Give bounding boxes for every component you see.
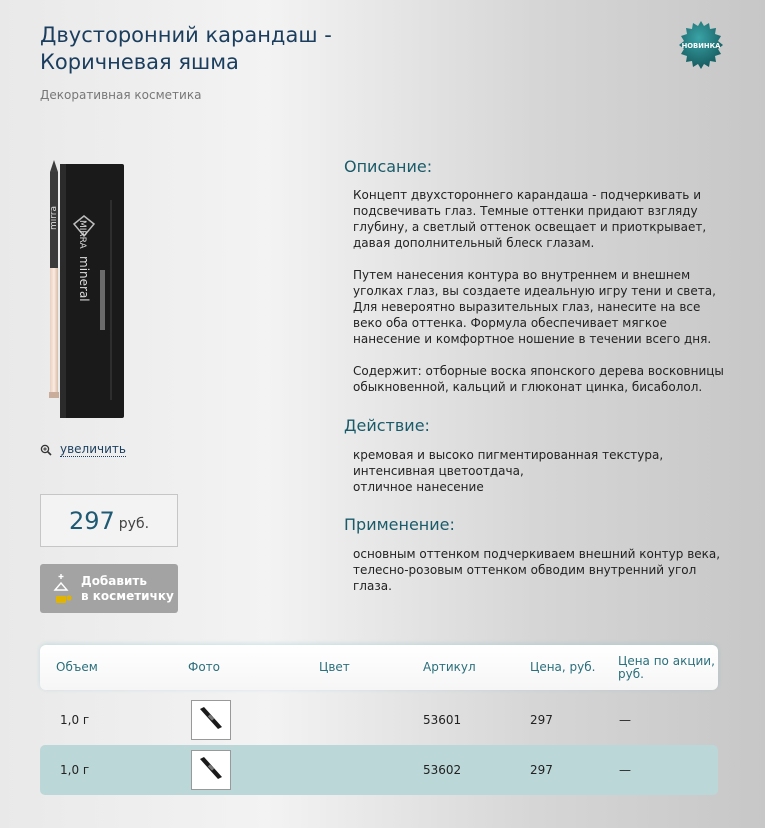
magnifier-plus-icon <box>40 444 52 456</box>
cell-volume: 1,0 г <box>60 713 90 727</box>
usage-line-1: основным оттенком подчеркиваем внешний контур века, <box>353 547 721 561</box>
add-button-line1: Добавить <box>81 573 147 588</box>
col-price-header: Цена, руб. <box>530 660 596 674</box>
add-to-cosmetic-bag-button[interactable] <box>40 564 178 613</box>
col-promo-header: Цена по акции, руб. <box>618 654 715 681</box>
cell-article: 53602 <box>423 763 462 777</box>
product-image-sub: mineral <box>77 256 91 302</box>
pencil-thumbnail-icon <box>194 753 228 787</box>
price-box <box>40 494 178 547</box>
usage-line-2: телесно-розовым оттенком обводим внутренний угол глаза. <box>353 563 697 593</box>
product-thumbnail[interactable] <box>191 700 231 740</box>
action-line-3: отличное нанесение <box>353 480 484 494</box>
add-button-line2: в косметичку <box>81 588 174 603</box>
product-image-brand-alt: MIRRA <box>77 220 87 249</box>
cell-price: 297 <box>530 763 553 777</box>
cell-volume: 1,0 г <box>60 763 90 777</box>
cell-promo-price: — <box>619 763 631 777</box>
product-category: Декоративная косметика <box>40 88 202 102</box>
zoom-control[interactable] <box>40 442 126 457</box>
cell-price: 297 <box>530 713 553 727</box>
col-volume-header: Объем <box>56 660 98 674</box>
cosmetic-bag-icon <box>52 572 74 606</box>
col-color-header: Цвет <box>319 660 350 674</box>
pencil-thumbnail-icon <box>194 703 228 737</box>
action-line-2: интенсивная цветоотдача, <box>353 464 524 478</box>
col-article-header: Артикул <box>423 660 476 674</box>
product-thumbnail[interactable] <box>191 750 231 790</box>
cell-photo[interactable] <box>191 695 231 745</box>
table-row <box>40 695 718 745</box>
cell-article: 53601 <box>423 713 462 727</box>
zoom-link[interactable]: увеличить <box>60 442 126 456</box>
action-line-1: кремовая и высоко пигментированная текстура, <box>353 448 664 462</box>
variants-table-header <box>40 645 718 690</box>
badge-label: НОВИНКА <box>681 42 721 50</box>
cell-photo[interactable] <box>191 745 231 795</box>
product-image[interactable] <box>40 160 126 418</box>
description-body <box>353 187 725 411</box>
price-currency: руб. <box>118 515 150 532</box>
description-paragraph-1: Концепт двухстороннего карандаша - подчеркивать и подсвечивать глаз. Темные оттенки придают взгляду глубину, а светлый оттенок освещает и приоткрывает, давая дополнительный блеск глазам. <box>353 188 707 250</box>
product-title: Двусторонний карандаш - Коричневая яшма <box>40 23 332 74</box>
new-badge <box>677 21 725 69</box>
usage-body <box>353 546 725 594</box>
action-heading: Действие: <box>344 416 430 435</box>
col-photo-header: Фото <box>188 660 221 674</box>
table-row <box>40 745 718 795</box>
description-paragraph-3: Содержит: отборные воска японского дерева восковницы обыкновенной, кальций и глюконат цинка, бисаболол. <box>353 364 724 394</box>
cell-promo-price: — <box>619 713 631 727</box>
price-value: 297 <box>68 506 115 535</box>
description-heading: Описание: <box>344 157 433 176</box>
usage-heading: Применение: <box>344 515 455 534</box>
product-image-brand: mirra <box>49 205 59 230</box>
action-body <box>353 447 725 495</box>
description-paragraph-2: Путем нанесения контура во внутреннем и внешнем уголках глаз, вы создаете идеальную игру тени и света, Для невероятно выразительных глаз, нанесите на все веко оба оттенка. Формула обеспечивает мягкое нанесение и комфортное ношение в течении всего дня. <box>353 268 716 346</box>
